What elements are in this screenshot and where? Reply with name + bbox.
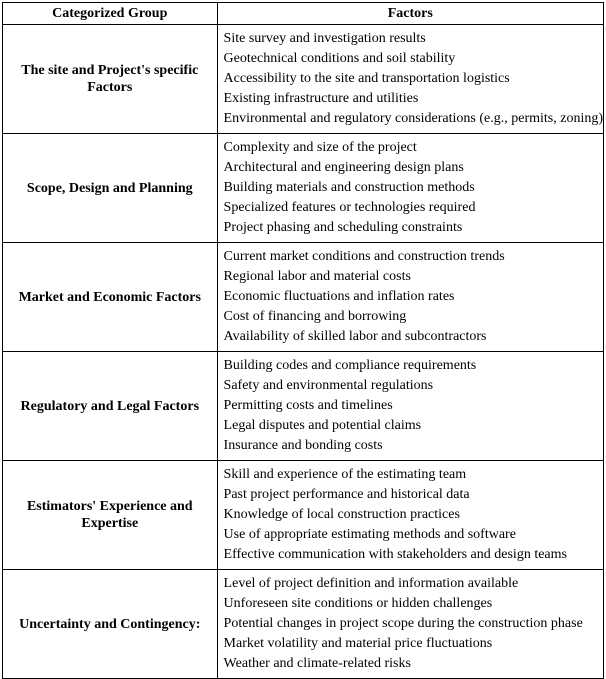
header-row <box>3 3 604 25</box>
factors-cell <box>217 25 603 134</box>
table-row <box>3 461 604 570</box>
group-cell: Market and Economic Factors <box>3 243 218 352</box>
factor-item: Unforeseen site conditions or hidden challenges <box>223 596 493 611</box>
factors-cell <box>217 243 603 352</box>
table-row <box>3 134 604 243</box>
factor-item: Legal disputes and potential claims <box>223 418 422 433</box>
factor-item: Complexity and size of the project <box>223 140 417 155</box>
factor-item: Current market conditions and construction trends <box>223 249 505 264</box>
table-row <box>3 243 604 352</box>
table-row <box>3 352 604 461</box>
factor-item: Insurance and bonding costs <box>223 438 383 453</box>
factor-item: Architectural and engineering design plans <box>223 160 464 175</box>
factor-item: Building materials and construction methods <box>223 180 475 195</box>
factor-item: Economic fluctuations and inflation rates <box>223 289 455 304</box>
table-row <box>3 25 604 134</box>
factor-item: Skill and experience of the estimating team <box>223 467 467 482</box>
factor-item: Knowledge of local construction practices <box>223 507 460 522</box>
factor-item: Past project performance and historical data <box>223 487 470 502</box>
factor-item: Building codes and compliance requirements <box>223 358 477 373</box>
factor-item: Potential changes in project scope during the construction phase <box>223 616 583 631</box>
factor-item: Market volatility and material price fluctuations <box>223 636 493 651</box>
factors-cell <box>217 570 603 679</box>
factor-item: Environmental and regulatory considerations (e.g., permits, zoning) <box>223 111 603 126</box>
table-row <box>3 570 604 679</box>
factor-item: Project phasing and scheduling constraints <box>223 220 463 235</box>
factor-item: Weather and climate-related risks <box>223 656 411 671</box>
factors-cell <box>217 134 603 243</box>
factor-item: Safety and environmental regulations <box>223 378 434 393</box>
factors-cell <box>217 461 603 570</box>
header-factors: Factors <box>217 3 603 25</box>
factor-item: Accessibility to the site and transportation logistics <box>223 71 510 86</box>
group-cell: Regulatory and Legal Factors <box>3 352 218 461</box>
factor-item: Availability of skilled labor and subcontractors <box>223 329 487 344</box>
group-cell: Scope, Design and Planning <box>3 134 218 243</box>
header-categorized-group: Categorized Group <box>3 3 218 25</box>
factor-item: Site survey and investigation results <box>223 31 426 46</box>
group-cell: Uncertainty and Contingency: <box>3 570 218 679</box>
factors-cell <box>217 352 603 461</box>
factor-item: Use of appropriate estimating methods and software <box>223 527 516 542</box>
factors-table <box>2 2 604 679</box>
factor-item: Effective communication with stakeholders and design teams <box>223 547 567 562</box>
factor-item: Cost of financing and borrowing <box>223 309 407 324</box>
group-cell: Estimators' Experience and Expertise <box>3 461 218 570</box>
factor-item: Regional labor and material costs <box>223 269 411 284</box>
factor-item: Specialized features or technologies required <box>223 200 476 215</box>
factor-item: Permitting costs and timelines <box>223 398 393 413</box>
factor-item: Geotechnical conditions and soil stability <box>223 51 456 66</box>
factor-item: Level of project definition and information available <box>223 576 519 591</box>
factor-item: Existing infrastructure and utilities <box>223 91 419 106</box>
group-cell: The site and Project's specific Factors <box>3 25 218 134</box>
